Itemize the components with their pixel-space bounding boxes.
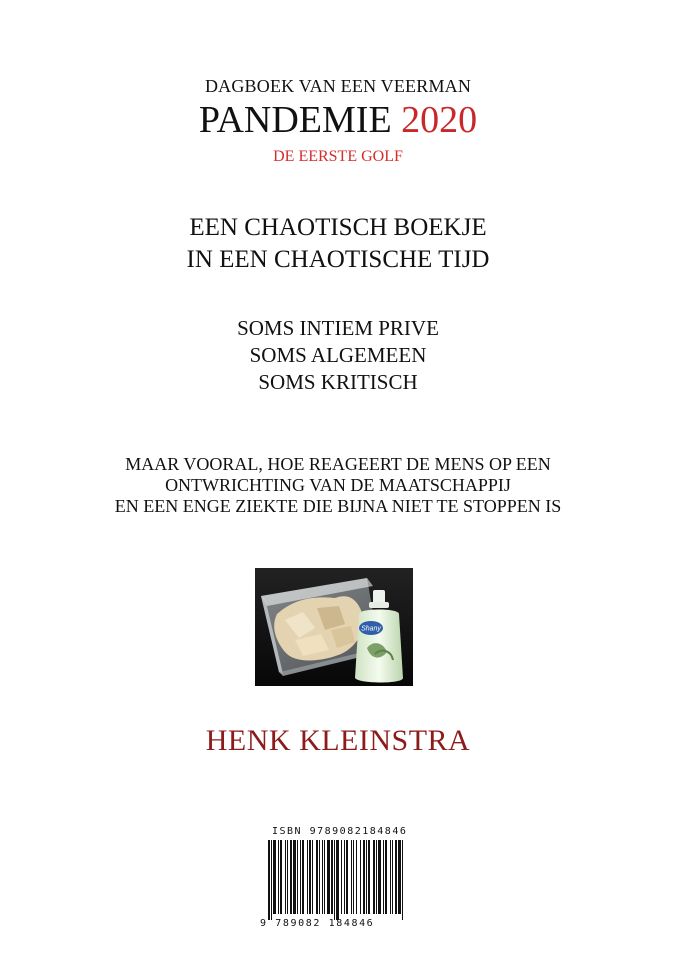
barcode-bar — [373, 840, 375, 914]
barcode-bars — [268, 840, 404, 920]
barcode-bar — [390, 840, 391, 914]
author-name: HENK KLEINSTRA — [205, 724, 471, 757]
isbn-barcode — [258, 824, 414, 934]
book-title — [0, 98, 676, 142]
paragraph-line-2: ONTWRICHTING VAN DE MAATSCHAPPIJ — [165, 475, 511, 495]
barcode-bar — [344, 840, 345, 914]
barcode-bar — [334, 840, 335, 920]
barcode-bar — [341, 840, 342, 914]
paragraph-line-1: MAAR VOORAL, HOE REAGEERT DE MENS OP EEN — [125, 454, 551, 474]
barcode-bar — [376, 840, 377, 914]
isbn-text-top: ISBN 9789082184846 — [272, 826, 408, 837]
stanza-line-1: SOMS INTIEM PRIVE — [237, 316, 439, 340]
title-year: 2020 — [401, 99, 478, 141]
paragraph-line-3: EN EEN ENGE ZIEKTE DIE BIJNA NIET TE STOPPEN IS — [114, 496, 562, 516]
barcode-bar — [402, 840, 403, 920]
supertitle: DAGBOEK VAN EEN VEERMAN — [204, 76, 472, 96]
barcode-bar — [319, 840, 320, 914]
barcode-bar — [385, 840, 387, 914]
barcode-bar — [398, 840, 401, 914]
barcode-bar — [395, 840, 397, 914]
barcode-bar — [307, 840, 308, 914]
stanza-line-3: SOMS KRITISCH — [258, 370, 418, 394]
barcode-bar — [392, 840, 393, 914]
barcode-bar — [293, 840, 296, 914]
barcode-bar — [273, 840, 276, 914]
barcode-bar — [383, 840, 384, 914]
cover-photo — [255, 568, 413, 686]
barcode-bar — [309, 840, 311, 914]
barcode-bar — [363, 840, 365, 914]
title-main: PANDEMIE — [198, 99, 392, 141]
barcode-bar — [378, 840, 381, 914]
subtitle: DE EERSTE GOLF — [273, 148, 403, 165]
barcode-bar — [331, 840, 333, 914]
tagline-line-1: EEN CHAOTISCH BOEKJE — [189, 214, 487, 241]
barcode-bar — [278, 840, 279, 914]
barcode-bar — [316, 840, 318, 914]
soap-brand-label: Shany — [361, 625, 381, 633]
barcode-bar — [268, 840, 270, 920]
barcode-bar — [346, 840, 348, 914]
barcode-bar — [290, 840, 292, 914]
barcode-bar — [360, 840, 361, 914]
barcode-bar — [300, 840, 301, 914]
barcode-bar — [366, 840, 367, 914]
barcode-bar — [322, 840, 323, 914]
barcode-bar — [297, 840, 298, 914]
barcode-bar — [336, 840, 339, 920]
photo-illustration — [255, 568, 413, 686]
barcode-bar — [351, 840, 352, 914]
barcode-bar — [287, 840, 288, 914]
stanza-line-2: SOMS ALGEMEEN — [249, 343, 427, 367]
barcode-bar — [368, 840, 370, 914]
barcode-bar — [356, 840, 357, 914]
barcode-bar — [271, 840, 272, 920]
tagline-line-2: IN EEN CHAOTISCHE TIJD — [186, 246, 490, 273]
barcode-bar — [312, 840, 313, 914]
barcode-bar — [353, 840, 354, 914]
barcode-bar — [302, 840, 304, 914]
barcode-bar — [324, 840, 325, 914]
barcode-bar — [280, 840, 282, 914]
barcode-bar — [285, 840, 286, 914]
barcode-bar — [327, 840, 330, 914]
isbn-text-bottom: 9 789082 184846 — [260, 918, 375, 929]
